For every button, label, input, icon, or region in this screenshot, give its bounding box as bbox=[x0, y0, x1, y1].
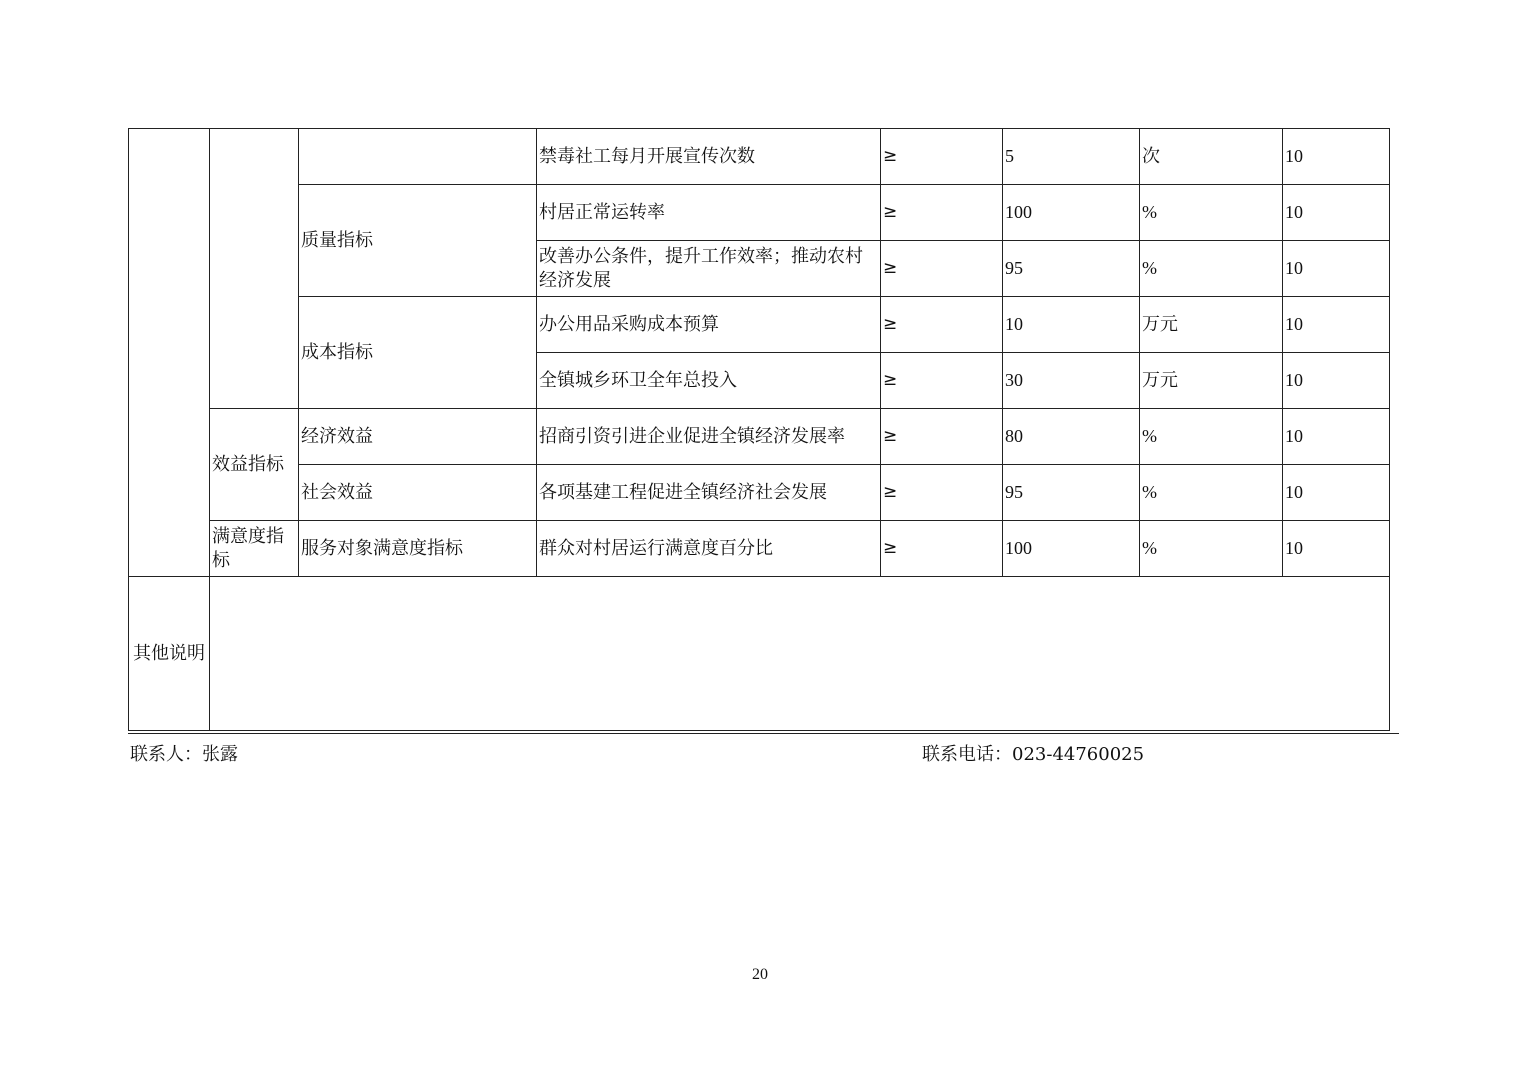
indicator-name: 办公用品采购成本预算 bbox=[537, 297, 881, 353]
level2-indicator-economic: 经济效益 bbox=[299, 409, 537, 465]
target-value: 100 bbox=[1003, 521, 1140, 577]
comparison-operator: ≥ bbox=[881, 185, 1003, 241]
comparison-operator: ≥ bbox=[881, 521, 1003, 577]
table-bottom-rule bbox=[128, 733, 1399, 734]
unit: 次 bbox=[1140, 129, 1283, 185]
score: 10 bbox=[1283, 465, 1390, 521]
score: 10 bbox=[1283, 409, 1390, 465]
comparison-operator: ≥ bbox=[881, 241, 1003, 297]
level1-indicator-benefit: 效益指标 bbox=[210, 409, 299, 521]
target-value: 80 bbox=[1003, 409, 1140, 465]
performance-indicator-table bbox=[128, 128, 1390, 731]
unit: % bbox=[1140, 409, 1283, 465]
score: 10 bbox=[1283, 241, 1390, 297]
unit: % bbox=[1140, 521, 1283, 577]
level2-indicator-satisfaction: 服务对象满意度指标 bbox=[299, 521, 537, 577]
score: 10 bbox=[1283, 297, 1390, 353]
comparison-operator: ≥ bbox=[881, 297, 1003, 353]
target-value: 95 bbox=[1003, 465, 1140, 521]
indicator-name: 村居正常运转率 bbox=[537, 185, 881, 241]
comparison-operator: ≥ bbox=[881, 465, 1003, 521]
table-row bbox=[129, 185, 1390, 241]
level1-indicator-satisfaction: 满意度指标 bbox=[210, 521, 299, 577]
unit: % bbox=[1140, 185, 1283, 241]
level2-indicator-quality: 质量指标 bbox=[299, 185, 537, 297]
score: 10 bbox=[1283, 521, 1390, 577]
indicator-name: 禁毒社工每月开展宣传次数 bbox=[537, 129, 881, 185]
indicator-name: 各项基建工程促进全镇经济社会发展 bbox=[537, 465, 881, 521]
level1-indicator-cell bbox=[129, 129, 210, 577]
unit: 万元 bbox=[1140, 353, 1283, 409]
indicator-name: 改善办公条件，提升工作效率；推动农村经济发展 bbox=[537, 241, 881, 297]
other-notes-label: 其他说明 bbox=[129, 577, 210, 731]
comparison-operator: ≥ bbox=[881, 409, 1003, 465]
unit: % bbox=[1140, 241, 1283, 297]
target-value: 5 bbox=[1003, 129, 1140, 185]
page-number: 20 bbox=[752, 966, 768, 983]
target-value: 10 bbox=[1003, 297, 1140, 353]
other-notes-row bbox=[129, 577, 1390, 731]
table-row bbox=[129, 465, 1390, 521]
score: 10 bbox=[1283, 353, 1390, 409]
indicator-name: 群众对村居运行满意度百分比 bbox=[537, 521, 881, 577]
contact-person: 联系人：张露 bbox=[130, 744, 238, 765]
indicator-name: 全镇城乡环卫全年总投入 bbox=[537, 353, 881, 409]
level1-output-cell bbox=[210, 129, 299, 409]
level2-indicator-social: 社会效益 bbox=[299, 465, 537, 521]
target-value: 95 bbox=[1003, 241, 1140, 297]
target-value: 100 bbox=[1003, 185, 1140, 241]
score: 10 bbox=[1283, 129, 1390, 185]
table-row bbox=[129, 521, 1390, 577]
level2-indicator-cost: 成本指标 bbox=[299, 297, 537, 409]
contact-phone: 联系电话：023-44760025 bbox=[922, 744, 1145, 765]
score: 10 bbox=[1283, 185, 1390, 241]
table-row bbox=[129, 409, 1390, 465]
comparison-operator: ≥ bbox=[881, 129, 1003, 185]
unit: 万元 bbox=[1140, 297, 1283, 353]
table-row bbox=[129, 297, 1390, 353]
comparison-operator: ≥ bbox=[881, 353, 1003, 409]
level2-indicator-cell bbox=[299, 129, 537, 185]
table-row bbox=[129, 129, 1390, 185]
target-value: 30 bbox=[1003, 353, 1140, 409]
unit: % bbox=[1140, 465, 1283, 521]
indicator-name: 招商引资引进企业促进全镇经济发展率 bbox=[537, 409, 881, 465]
other-notes-content bbox=[210, 577, 1390, 731]
